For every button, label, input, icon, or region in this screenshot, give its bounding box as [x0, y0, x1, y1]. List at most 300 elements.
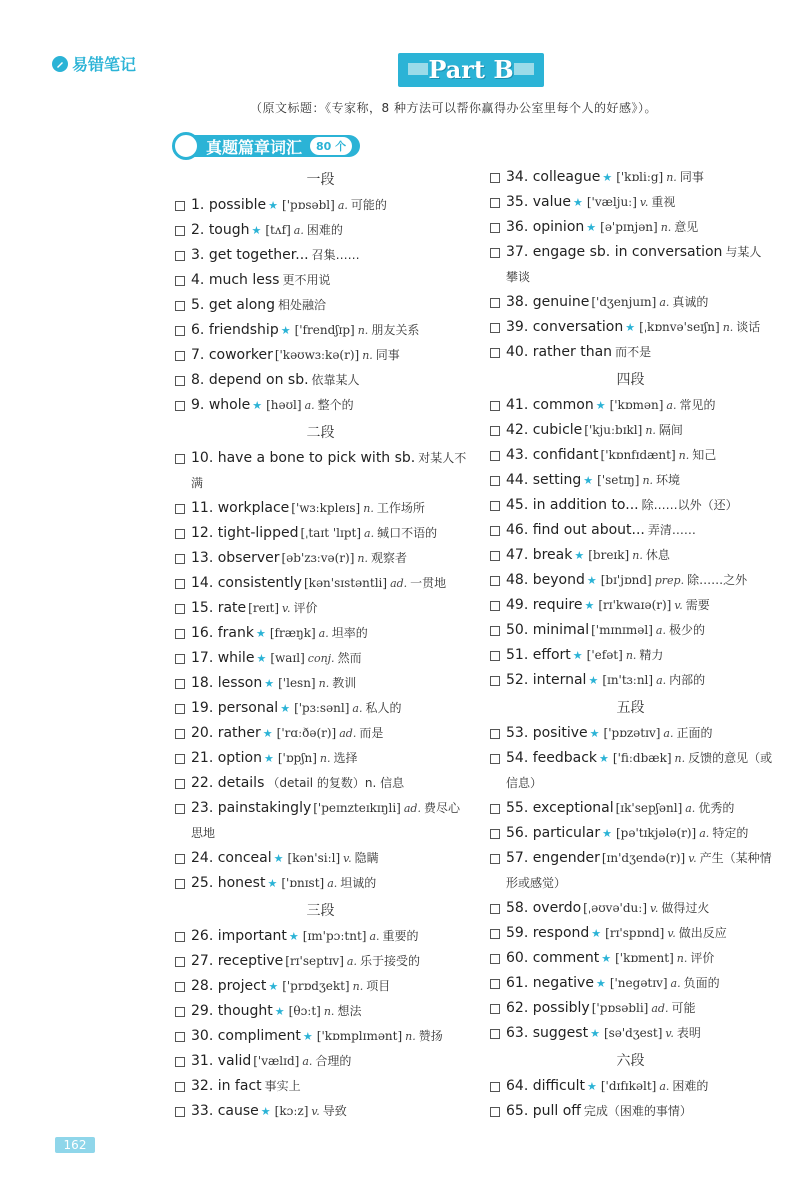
vocab-entry — [173, 596, 468, 621]
vocab-entry-body — [191, 596, 468, 621]
vocab-entry-body — [506, 668, 773, 693]
checkbox[interactable] — [175, 854, 185, 864]
checkbox[interactable] — [175, 201, 185, 211]
part-of-speech: a. — [337, 199, 348, 212]
entry-number: 20. — [191, 725, 214, 741]
meaning: 重要的 — [382, 929, 419, 943]
entry-number: 65. — [506, 1103, 529, 1119]
checkbox[interactable] — [175, 251, 185, 261]
checkbox[interactable] — [175, 679, 185, 689]
checkbox[interactable] — [490, 651, 500, 661]
meaning: 可能的 — [350, 198, 387, 212]
part-of-speech: n. — [352, 980, 364, 993]
entry-number: 50. — [506, 622, 529, 638]
vocab-word: value — [532, 194, 571, 210]
entry-number: 58. — [506, 900, 529, 916]
star-icon: ★ — [280, 324, 291, 337]
part-of-speech: v. — [282, 602, 291, 615]
checkbox[interactable] — [490, 729, 500, 739]
entry-number: 37. — [506, 244, 529, 260]
phonetic: ['dɪfɪkəlt] — [600, 1079, 657, 1093]
meaning: 坦诚的 — [340, 876, 377, 890]
checkbox[interactable] — [175, 326, 185, 336]
phonetic: [həʊl] — [266, 398, 302, 412]
part-of-speech: n. — [625, 649, 637, 662]
vocab-word: personal — [217, 700, 279, 716]
star-icon: ★ — [574, 549, 585, 562]
vocab-entry-body — [506, 946, 773, 971]
vocab-entry-body — [191, 871, 468, 896]
checkbox[interactable] — [175, 301, 185, 311]
meaning: 然而 — [337, 651, 362, 665]
checkbox[interactable] — [490, 954, 500, 964]
checkbox[interactable] — [490, 248, 500, 258]
meaning: 赞扬 — [418, 1029, 443, 1043]
meaning: 选择 — [333, 751, 358, 765]
vocab-word: whole — [208, 397, 251, 413]
entry-number: 4. — [191, 272, 205, 288]
entry-number: 28. — [191, 978, 214, 994]
vocab-entry-body — [191, 446, 468, 496]
vocab-entry-body — [506, 215, 773, 240]
meaning: 更不用说 — [282, 273, 331, 287]
checkbox[interactable] — [490, 451, 500, 461]
star-icon: ★ — [280, 702, 291, 715]
vocab-word: cause — [217, 1103, 259, 1119]
checkbox[interactable] — [175, 932, 185, 942]
phonetic: ['pɒzətɪv] — [603, 726, 661, 740]
checkbox[interactable] — [175, 804, 185, 814]
part-of-speech: n. — [318, 677, 330, 690]
phonetic: ['dʒenjuɪn] — [591, 295, 657, 309]
vocab-entry-body — [191, 193, 468, 218]
vocab-entry-body — [191, 293, 468, 318]
meaning: 评价 — [293, 601, 318, 615]
checkbox[interactable] — [175, 604, 185, 614]
vocab-entry — [488, 543, 773, 568]
part-of-speech: n. — [660, 221, 672, 234]
checkbox[interactable] — [175, 376, 185, 386]
entry-number: 1. — [191, 197, 205, 213]
star-icon: ★ — [584, 599, 595, 612]
part-of-speech: n. — [666, 171, 677, 184]
entry-number: 27. — [191, 953, 214, 969]
part-of-speech: a. — [670, 977, 681, 990]
meaning: 朋友关系 — [371, 323, 420, 337]
part-of-speech: v. — [650, 902, 659, 915]
star-icon: ★ — [625, 321, 636, 334]
meaning: 乐于接受的 — [359, 954, 420, 968]
vocab-entry — [173, 721, 468, 746]
vocab-word: in fact — [217, 1078, 262, 1094]
part-of-speech: n. — [645, 424, 656, 437]
phonetic: [kɔːz] — [274, 1104, 309, 1118]
checkbox[interactable] — [490, 401, 500, 411]
entry-number: 31. — [191, 1053, 214, 1069]
meaning: 坦率的 — [331, 626, 368, 640]
checkbox[interactable] — [490, 526, 500, 536]
checkbox[interactable] — [490, 601, 500, 611]
checkbox[interactable] — [175, 226, 185, 236]
checkbox[interactable] — [490, 804, 500, 814]
checkbox[interactable] — [175, 879, 185, 889]
vocab-entry-body — [506, 618, 773, 643]
star-icon: ★ — [572, 196, 583, 209]
meaning: 对某人不满 — [191, 451, 467, 490]
entry-number: 52. — [506, 672, 529, 688]
vocab-entry-body — [506, 796, 773, 821]
star-icon: ★ — [601, 952, 612, 965]
part-of-speech: n. — [362, 349, 373, 362]
vocab-entry — [173, 796, 468, 846]
paragraph-heading: 二段 — [306, 425, 335, 441]
section-header-bar — [192, 135, 360, 157]
vocab-word: genuine — [532, 294, 590, 310]
part-of-speech: n. — [632, 549, 643, 562]
part-of-speech: n. — [405, 1030, 416, 1043]
checkbox[interactable] — [175, 654, 185, 664]
checkbox[interactable] — [490, 626, 500, 636]
meaning: 困难的 — [672, 1079, 709, 1093]
vocab-entry-body — [506, 721, 773, 746]
meaning: 困难的 — [306, 223, 343, 237]
vocab-entry-body — [191, 721, 468, 746]
part-of-speech: a. — [655, 624, 666, 637]
section-header-title: 真题篇章词汇 — [206, 137, 303, 157]
checkbox[interactable] — [490, 1082, 500, 1092]
notebook-label — [52, 52, 136, 75]
vocab-entry — [488, 946, 773, 971]
part-of-speech: a. — [327, 877, 338, 890]
checkbox[interactable] — [490, 223, 500, 233]
vocab-entry — [488, 1074, 773, 1099]
vocab-entry-body — [191, 318, 468, 343]
meaning: 反馈的意见（或信息） — [506, 751, 773, 790]
part-of-speech: ad. — [339, 727, 357, 740]
vocab-entry-body — [506, 1021, 773, 1046]
entry-number: 38. — [506, 294, 529, 310]
vocab-word: overdo — [532, 900, 582, 916]
meaning: 隐瞒 — [354, 851, 379, 865]
phonetic: [sə'dʒest] — [603, 1026, 663, 1040]
meaning: 可能 — [671, 1001, 696, 1015]
vocab-entry — [173, 343, 468, 368]
meaning: 而是 — [359, 726, 384, 740]
phonetic: ['væljuː] — [586, 195, 637, 209]
checkbox[interactable] — [175, 276, 185, 286]
vocab-entry-body — [191, 924, 468, 949]
entry-number: 53. — [506, 725, 529, 741]
phonetic: [ˌəʊvə'duː] — [583, 901, 647, 915]
part-of-speech: v. — [667, 927, 676, 940]
vocab-entry — [488, 1099, 773, 1124]
vocab-entry — [488, 443, 773, 468]
checkbox[interactable] — [490, 1029, 500, 1039]
paragraph-heading: 四段 — [616, 372, 645, 388]
phonetic: [rɪ'kwaɪə(r)] — [598, 598, 672, 612]
meaning: 事实上 — [264, 1079, 301, 1093]
vocab-entry — [488, 971, 773, 996]
entry-number: 48. — [506, 572, 529, 588]
checkbox[interactable] — [490, 1107, 500, 1117]
checkbox[interactable] — [490, 929, 500, 939]
checkbox[interactable] — [490, 173, 500, 183]
vocab-entry-body — [191, 974, 468, 999]
part-of-speech: ad. — [390, 577, 408, 590]
section-header — [172, 133, 360, 159]
star-icon: ★ — [256, 652, 267, 665]
meaning: 谈话 — [736, 320, 761, 334]
entry-number: 61. — [506, 975, 529, 991]
part-of-speech: prep. — [654, 574, 685, 587]
part-of-speech: v. — [688, 852, 697, 865]
vocab-entry-body — [506, 190, 773, 215]
vocab-entry — [173, 268, 468, 293]
vocab-entry-body — [506, 290, 773, 315]
checkbox[interactable] — [175, 1057, 185, 1067]
checkbox[interactable] — [490, 854, 500, 864]
vocab-entry-body — [506, 746, 773, 796]
meaning: 完成（困难的事情） — [583, 1104, 692, 1118]
phonetic: [θɔːt] — [288, 1004, 321, 1018]
checkbox[interactable] — [175, 504, 185, 514]
vocab-entry — [173, 949, 468, 974]
checkbox[interactable] — [490, 576, 500, 586]
vocab-word: effort — [532, 647, 571, 663]
vocab-entry — [173, 368, 468, 393]
vocab-entry-body — [506, 1074, 773, 1099]
entry-number: 45. — [506, 497, 529, 513]
entry-number: 30. — [191, 1028, 214, 1044]
entry-number: 47. — [506, 547, 529, 563]
meaning: 休息 — [645, 548, 670, 562]
checkbox[interactable] — [175, 351, 185, 361]
phonetic: [ɪm'pɔːtnt] — [302, 929, 367, 943]
entry-number: 18. — [191, 675, 214, 691]
part-of-speech: n. — [319, 752, 331, 765]
entry-number: 64. — [506, 1078, 529, 1094]
vocab-entry — [488, 568, 773, 593]
vocab-entry-body — [191, 1074, 468, 1099]
phonetic: ['lesn] — [278, 676, 316, 690]
meaning: 依靠某人 — [311, 373, 360, 387]
paragraph-heading: 一段 — [306, 172, 335, 188]
phonetic: ['peɪnzteɪkɪŋli] — [313, 801, 401, 815]
checkbox[interactable] — [175, 1007, 185, 1017]
vocab-word: require — [532, 597, 583, 613]
vocab-entry — [488, 518, 773, 543]
phonetic: ['prɒdʒekt] — [282, 979, 350, 993]
entry-number: 63. — [506, 1025, 529, 1041]
checkbox[interactable] — [175, 554, 185, 564]
vocab-entry — [488, 668, 773, 693]
vocab-entry — [173, 193, 468, 218]
star-icon: ★ — [273, 852, 284, 865]
entry-number: 39. — [506, 319, 529, 335]
star-icon: ★ — [255, 627, 266, 640]
entry-number: 60. — [506, 950, 529, 966]
checkbox[interactable] — [175, 957, 185, 967]
meaning: （detail 的复数）n. 信息 — [267, 776, 405, 790]
vocab-word: exceptional — [532, 800, 614, 816]
vocab-entry-body — [191, 218, 468, 243]
meaning: 弄清…… — [647, 523, 696, 537]
checkbox[interactable] — [490, 979, 500, 989]
phonetic: [rɪ'spɒnd] — [605, 926, 665, 940]
checkbox[interactable] — [175, 454, 185, 464]
phonetic: ['fiːdbæk] — [612, 751, 672, 765]
entry-number: 16. — [191, 625, 214, 641]
vocab-word: pull off — [532, 1103, 581, 1119]
part-of-speech: n. — [357, 324, 369, 337]
vocab-word: conversation — [532, 319, 624, 335]
entry-number: 36. — [506, 219, 529, 235]
checkbox[interactable] — [490, 348, 500, 358]
part-of-speech: n. — [357, 552, 368, 565]
entry-number: 15. — [191, 600, 214, 616]
checkbox[interactable] — [175, 779, 185, 789]
vocab-entry-body — [506, 165, 773, 190]
entry-number: 42. — [506, 422, 529, 438]
vocab-word: negative — [532, 975, 594, 991]
entry-number: 12. — [191, 525, 214, 541]
vocab-word: receptive — [217, 953, 284, 969]
entry-number: 23. — [191, 800, 214, 816]
checkbox[interactable] — [490, 501, 500, 511]
checkbox[interactable] — [490, 476, 500, 486]
checkbox[interactable] — [490, 426, 500, 436]
star-icon: ★ — [572, 649, 583, 662]
vocab-entry-body — [506, 921, 773, 946]
checkbox[interactable] — [175, 401, 185, 411]
part-of-speech: a. — [663, 727, 674, 740]
entry-number: 10. — [191, 450, 214, 466]
star-icon: ★ — [274, 1005, 285, 1018]
phonetic: ['frendʃɪp] — [294, 323, 355, 337]
phonetic: ['kɒnfɪdænt] — [600, 448, 676, 462]
entry-number: 9. — [191, 397, 205, 413]
vocab-entry — [173, 1099, 468, 1124]
phonetic: ['setɪŋ] — [597, 473, 640, 487]
checkbox[interactable] — [175, 754, 185, 764]
checkbox[interactable] — [490, 551, 500, 561]
vocab-entry-body — [191, 521, 468, 546]
vocab-entry — [173, 871, 468, 896]
vocab-entry — [173, 446, 468, 496]
checkbox[interactable] — [490, 323, 500, 333]
star-icon: ★ — [588, 674, 599, 687]
vocab-word: observer — [217, 550, 280, 566]
entry-number: 41. — [506, 397, 529, 413]
vocab-word: confidant — [532, 447, 599, 463]
checkbox[interactable] — [490, 754, 500, 764]
star-icon: ★ — [268, 980, 279, 993]
vocab-word: in addition to... — [532, 497, 639, 513]
meaning: 做得过火 — [661, 901, 710, 915]
checkbox[interactable] — [490, 904, 500, 914]
vocab-word: minimal — [532, 622, 590, 638]
part-of-speech: a. — [346, 955, 357, 968]
entry-number: 62. — [506, 1000, 529, 1016]
meaning: 需要 — [685, 598, 710, 612]
star-icon: ★ — [288, 930, 299, 943]
vocab-entry — [173, 924, 468, 949]
checkbox[interactable] — [175, 1107, 185, 1117]
vocab-entry-body — [191, 1099, 468, 1124]
vocab-entry — [488, 996, 773, 1021]
phonetic: [ə'pɪnjən] — [600, 220, 658, 234]
vocab-word: valid — [217, 1053, 252, 1069]
part-of-speech: a. — [685, 802, 696, 815]
meaning: 召集…… — [311, 248, 360, 262]
vocab-word: colleague — [532, 169, 601, 185]
checkbox[interactable] — [175, 529, 185, 539]
part-of-speech: conj. — [307, 652, 335, 665]
entry-number: 26. — [191, 928, 214, 944]
vocab-entry-body — [191, 343, 468, 368]
checkbox[interactable] — [175, 704, 185, 714]
checkbox[interactable] — [175, 1082, 185, 1092]
checkbox[interactable] — [175, 579, 185, 589]
checkbox[interactable] — [175, 729, 185, 739]
star-icon: ★ — [264, 677, 275, 690]
vocab-entry — [173, 1074, 468, 1099]
meaning: 优秀的 — [698, 801, 735, 815]
part-of-speech: v. — [343, 852, 352, 865]
checkbox[interactable] — [490, 676, 500, 686]
vocab-entry — [488, 746, 773, 796]
meaning: 想法 — [337, 1004, 362, 1018]
entry-number: 33. — [191, 1103, 214, 1119]
page-number: 162 — [55, 1137, 95, 1153]
checkbox[interactable] — [490, 198, 500, 208]
meaning: 评价 — [690, 951, 715, 965]
phonetic: [tʌf] — [265, 223, 291, 237]
checkbox[interactable] — [175, 629, 185, 639]
checkbox[interactable] — [490, 829, 500, 839]
entry-number: 8. — [191, 372, 205, 388]
vocab-word: project — [217, 978, 267, 994]
meaning: 产生（某种情形或感觉） — [506, 851, 772, 890]
vocab-word: cubicle — [532, 422, 583, 438]
star-icon: ★ — [586, 1080, 597, 1093]
vocab-entry — [488, 618, 773, 643]
part-of-speech: n. — [642, 474, 654, 487]
word-count-badge: 80 个 — [310, 137, 352, 155]
entry-number: 19. — [191, 700, 214, 716]
vocab-word: honest — [217, 875, 266, 891]
phonetic: [rɪ'septɪv] — [285, 954, 344, 968]
checkbox[interactable] — [490, 298, 500, 308]
phonetic: ['ɒpʃn] — [277, 751, 317, 765]
vocab-word: thought — [217, 1003, 273, 1019]
checkbox[interactable] — [175, 1032, 185, 1042]
entry-number: 46. — [506, 522, 529, 538]
meaning: 正面的 — [676, 726, 713, 740]
phonetic: ['kɒmən] — [609, 398, 664, 412]
vocab-entry — [173, 546, 468, 571]
checkbox[interactable] — [175, 982, 185, 992]
phonetic: [ɪn'dʒendə(r)] — [601, 851, 686, 865]
part-of-speech: a. — [369, 930, 380, 943]
vocab-entry-body — [191, 949, 468, 974]
meaning: 做出反应 — [678, 926, 727, 940]
vocab-entry — [488, 418, 773, 443]
checkbox[interactable] — [490, 1004, 500, 1014]
phonetic: ['pɜːsənl] — [294, 701, 350, 715]
vocab-word: internal — [532, 672, 587, 688]
meaning: 同事 — [679, 170, 704, 184]
